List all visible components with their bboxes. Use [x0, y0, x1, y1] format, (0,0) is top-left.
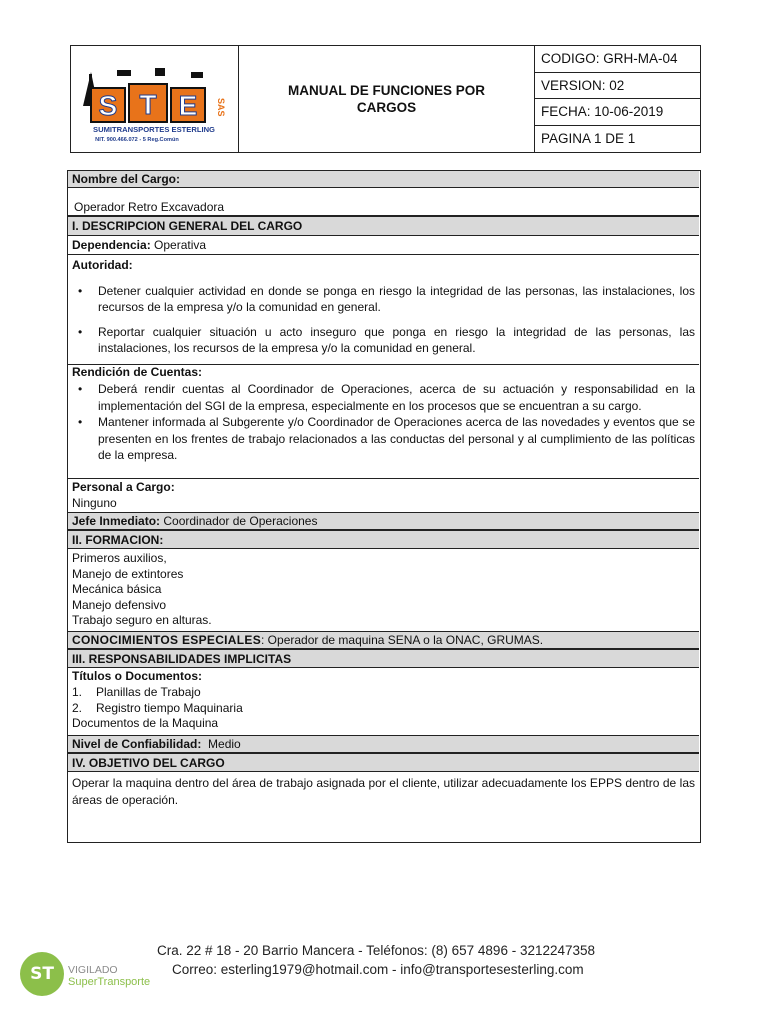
- list-item: • Mantener informada al Subgerente y/o Coordinador de Operaciones acerca de las novedades y eventos que se presenten en los frentes de trabajo relacionados a las conductas del personal y al cumplimiento de las políticas de la empresa.: [78, 415, 695, 462]
- list-item: • Reportar cualquier situación u acto inseguro que ponga en riesgo la integridad de las personas, las instalaciones, los recursos de la empresa y/o la comunidad en general.: [78, 325, 695, 355]
- autoridad-list: [68, 274, 699, 356]
- dependencia-row: [68, 236, 699, 255]
- document-page: PAGINA 1 DE 1: [541, 130, 636, 146]
- jefe-value: Coordinador de Operaciones: [160, 514, 318, 528]
- supertransporte-logo-icon: ST: [20, 952, 64, 996]
- nivel-row: [68, 736, 699, 753]
- list-item: • Detener cualquier actividad en donde se ponga en riesgo la integridad de las personas, las instalaciones, los recursos de la empresa y/o la comunidad en general.: [78, 284, 695, 314]
- personal-value: Ninguno: [72, 496, 117, 510]
- autoridad-label: Autoridad:: [72, 258, 133, 272]
- titulos-label: Títulos o Documentos:: [72, 669, 202, 683]
- nivel-label: Nivel de Confiabilidad:: [72, 737, 202, 751]
- conocimientos-label: CONOCIMIENTOS ESPECIALES: [72, 633, 262, 647]
- document-control-info: [535, 46, 700, 152]
- cargo-label: Nombre del Cargo:: [72, 172, 181, 186]
- cargo-value-row: [68, 188, 699, 216]
- dependencia-label: Dependencia:: [72, 238, 151, 252]
- titulos-row: [68, 668, 699, 736]
- section1-title: I. DESCRIPCION GENERAL DEL CARGO: [72, 219, 303, 233]
- rendicion-list: [68, 381, 699, 464]
- personal-label: Personal a Cargo:: [72, 480, 175, 494]
- section4-title: IV. OBJETIVO DEL CARGO: [72, 756, 225, 770]
- nivel-value: Medio: [201, 737, 241, 751]
- section2-title: II. FORMACION:: [72, 533, 164, 547]
- logo-cell: [71, 46, 239, 152]
- section4-title-row: [68, 753, 699, 772]
- cargo-label-row: [68, 171, 699, 188]
- section1-title-row: [68, 216, 699, 236]
- document-version: VERSION: 02: [535, 73, 700, 100]
- rendicion-row: [68, 365, 699, 479]
- svg-text:SUMITRANSPORTES ESTERLING: SUMITRANSPORTES ESTERLING: [93, 125, 215, 134]
- section2-title-row: [68, 530, 699, 549]
- formacion-item: Primeros auxilios,: [72, 551, 167, 565]
- objetivo-row: [68, 772, 699, 842]
- personal-row: [68, 479, 699, 513]
- footer-address: Cra. 22 # 18 - 20 Barrio Mancera - Teléfonos: (8) 657 4896 - 3212247358: [157, 943, 596, 958]
- objetivo-text: Operar la maquina dentro del área de trabajo asignada por el cliente, utilizar adecuadamente los EPPS dentro de las áreas de operación.: [72, 776, 695, 807]
- list-item: 1. Planillas de Trabajo: [72, 685, 201, 699]
- autoridad-row: [68, 255, 699, 365]
- list-item: 2. Registro tiempo Maquinaria: [72, 701, 243, 715]
- footer-email: Correo: esterling1979@hotmail.com - info@transportesesterling.com: [172, 962, 584, 977]
- section3-title-row: [68, 649, 699, 668]
- document-title-cell: [239, 46, 535, 152]
- svg-text:SAS: SAS: [216, 98, 226, 117]
- conocimientos-value: : Operador de maquina SENA o la ONAC, GRUMAS.: [261, 633, 544, 647]
- svg-text:S: S: [98, 90, 118, 121]
- document-code: CODIGO: GRH-MA-04: [535, 46, 700, 73]
- list-item: • Deberá rendir cuentas al Coordinador de Operaciones, acerca de su actuación y responsabilidad en la implementación del SGI de la empresa, especialmente en los procesos que se encuentran a su cargo.: [78, 382, 695, 413]
- conocimientos-row: [68, 632, 699, 649]
- section3-title: III. RESPONSABILIDADES IMPLICITAS: [72, 652, 292, 666]
- formacion-item: Manejo de extintores: [72, 566, 184, 581]
- formacion-list: [68, 549, 699, 632]
- formacion-item: Trabajo seguro en alturas.: [72, 613, 212, 627]
- job-description-table: [67, 170, 701, 843]
- jefe-row: [68, 513, 699, 530]
- svg-text:E: E: [178, 90, 198, 121]
- formacion-item: Manejo defensivo: [72, 597, 167, 612]
- company-logo: [77, 66, 233, 146]
- document-header: [70, 45, 701, 153]
- document-title: MANUAL DE FUNCIONES POR CARGOS: [287, 83, 485, 115]
- cargo-value: Operador Retro Excavadora: [74, 200, 225, 214]
- formacion-item: Mecánica básica: [72, 582, 162, 596]
- svg-text:T: T: [139, 89, 157, 120]
- titulos-extra: Documentos de la Maquina: [72, 716, 219, 730]
- supertransporte-badge: [20, 952, 160, 1000]
- badge-line1: VIGILADO: [68, 964, 118, 976]
- rendicion-label: Rendición de Cuentas:: [72, 365, 203, 379]
- svg-text:NIT. 900.466.072 - 5 Reg.Común: NIT. 900.466.072 - 5 Reg.Común: [95, 137, 179, 143]
- dependencia-value: Operativa: [150, 238, 207, 252]
- badge-line2: SuperTransporte: [68, 976, 151, 988]
- jefe-label: Jefe Inmediato:: [72, 514, 161, 528]
- document-date: FECHA: 10-06-2019: [535, 99, 700, 126]
